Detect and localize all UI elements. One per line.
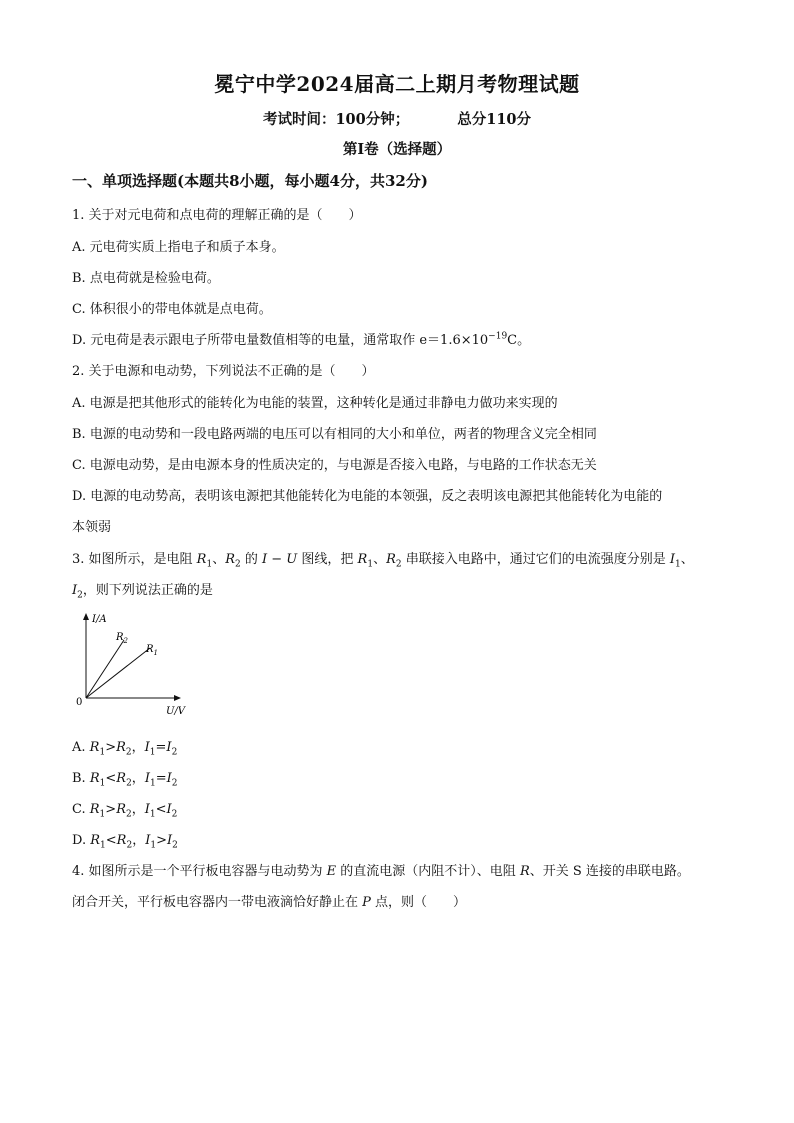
q3-text: 、 [212, 552, 226, 567]
sym-r: R [225, 552, 236, 567]
sub: 1 [99, 809, 106, 820]
sub: 1 [99, 747, 106, 758]
sym-iu: I − U [262, 552, 298, 567]
sub: 1 [367, 559, 374, 570]
sub: 1 [675, 559, 681, 570]
sym-r: R [89, 771, 100, 786]
iu-graph-figure [72, 606, 192, 718]
sep: ， [131, 802, 145, 817]
r2-line [86, 640, 124, 698]
q1-option-b: B. 点电荷就是检验电荷。 [72, 271, 220, 286]
q4-stem-line2 [72, 891, 466, 910]
relation: = [155, 771, 167, 786]
q3-text: 串联接入电路中，通过它们的电流强度分别是 [401, 552, 670, 567]
volume-heading: 第I卷（选择题） [342, 141, 452, 158]
q3-option-b [72, 767, 177, 789]
sym-e: E [326, 864, 337, 879]
sub: 2 [126, 778, 132, 789]
q4-text: 的直流电源（内阻不计）、电阻 [336, 864, 520, 879]
sub: 1 [149, 747, 156, 758]
opt-letter: D. [72, 833, 91, 848]
relation: > [156, 833, 167, 848]
q2-option-a: A. 电源是把其他形式的能转化为电能的装置，这种转化是通过非静电力做功来实现的 [72, 396, 558, 411]
sym-i: I [166, 802, 172, 817]
sym-i: I [144, 740, 150, 755]
relation: = [155, 740, 167, 755]
sub: 2 [77, 590, 83, 601]
sym-r: R [90, 833, 101, 848]
sub: 1 [100, 840, 106, 851]
q1-stem: 1. 关于对元电荷和点电荷的理解正确的是（ ） [72, 208, 362, 223]
relation: > [105, 740, 117, 755]
sym-i: I [144, 771, 150, 786]
q3-text: 的 [240, 552, 263, 567]
sub: 2 [125, 747, 132, 758]
r2-label: $R_2$ [116, 632, 128, 645]
q4-stem-line1 [72, 860, 690, 879]
sub: 2 [235, 559, 241, 570]
q2-option-d: D. 电源的电动势高，表明该电源把其他能转化为电能的本领强，反之表明该电源把其他能转化为电能的 [72, 489, 663, 504]
q3-text: 、 [373, 552, 387, 567]
q3-stem-line2 [72, 579, 213, 601]
q3-text: 图线，把 [297, 552, 358, 567]
q1-d-exponent: −19 [488, 331, 508, 342]
exam-info [0, 108, 794, 129]
sub: 2 [171, 778, 178, 789]
sub: 1 [150, 840, 157, 851]
relation: > [105, 802, 117, 817]
q1-option-d [72, 329, 530, 348]
q3-text: 3. 如图所示，是电阻 [72, 552, 197, 567]
sym-r: R [89, 802, 100, 817]
q4-text: 4. 如图所示是一个平行板电容器与电动势为 [72, 864, 327, 879]
exam-title: 冕宁中学2024届高二上期月考物理试题 [214, 72, 580, 96]
q1-option-a: A. 元电荷实质上指电子和质子本身。 [72, 240, 285, 255]
sym-p: P [362, 895, 371, 910]
sym-r: R [116, 740, 126, 755]
origin-label: 0 [76, 697, 83, 708]
r1-line [86, 648, 150, 698]
sym-r: R [386, 552, 396, 567]
r1-label: $R_1$ [146, 644, 158, 657]
y-axis-label: I/A [92, 614, 107, 625]
sym-i: I [166, 740, 172, 755]
q2-option-d-cont: 本领弱 [72, 520, 112, 535]
relation: < [105, 771, 117, 786]
sym-i: I [167, 833, 173, 848]
sym-i: I [145, 833, 151, 848]
opt-letter: B. [72, 771, 90, 786]
sub: 2 [171, 747, 178, 758]
sym-i: I [72, 583, 78, 598]
q4-text: 闭合开关，平行板电容器内一带电液滴恰好静止在 [72, 895, 363, 910]
q1-d-text: D. 元电荷是表示跟电子所带电量数值相等的电量，通常取作 e＝1.6×10 [72, 333, 489, 348]
sym-r: R [196, 552, 207, 567]
q1-d-unit: C。 [507, 333, 531, 348]
q2-option-c: C. 电源电动势，是由电源本身的性质决定的，与电源是否接入电路，与电路的工作状态无关 [72, 458, 597, 473]
sub: 2 [395, 559, 402, 570]
q2-stem: 2. 关于电源和电动势，下列说法不正确的是（ ） [72, 364, 375, 379]
sub: 1 [99, 778, 106, 789]
q3-option-d [72, 829, 178, 851]
sym-r: R [357, 552, 368, 567]
sub: 2 [125, 809, 132, 820]
sep: ， [131, 740, 145, 755]
relation: < [105, 833, 117, 848]
q1-option-c: C. 体积很小的带电体就是点电荷。 [72, 302, 272, 317]
sym-r: R [89, 740, 100, 755]
exam-time: 考试时间：100分钟； [262, 111, 410, 128]
x-axis-label: U/V [166, 706, 186, 717]
relation: < [155, 802, 167, 817]
sub: 2 [172, 840, 178, 851]
sym-i: I [144, 802, 150, 817]
q3-text: 、 [680, 552, 694, 567]
sep: ， [131, 771, 145, 786]
q3-text: ，则下列说法正确的是 [82, 583, 213, 598]
sym-i: I [166, 771, 172, 786]
sym-r: R [116, 833, 127, 848]
sym-r: R [519, 864, 530, 879]
opt-letter: C. [72, 802, 90, 817]
sym-r: R [116, 771, 127, 786]
q3-stem-line1 [72, 548, 694, 570]
opt-letter: A. [72, 740, 90, 755]
sub: 1 [206, 559, 213, 570]
q4-text: 、开关 S 连接的串联电路。 [529, 864, 690, 879]
exam-total: 总分110分 [457, 111, 532, 128]
sub: 2 [171, 809, 178, 820]
sep: ， [132, 833, 146, 848]
sym-i: I [669, 552, 676, 567]
sub: 1 [149, 778, 156, 789]
sym-r: R [116, 802, 126, 817]
q3-option-a [72, 736, 177, 758]
q3-option-c [72, 798, 177, 820]
sub: 2 [126, 840, 133, 851]
q2-option-b: B. 电源的电动势和一段电路两端的电压可以有相同的大小和单位，两者的物理含义完全相同 [72, 427, 597, 442]
q4-text: 点，则（ ） [370, 895, 467, 910]
section-heading: 一、单项选择题(本题共8小题，每小题4分，共32分) [72, 172, 428, 190]
sub: 1 [149, 809, 156, 820]
